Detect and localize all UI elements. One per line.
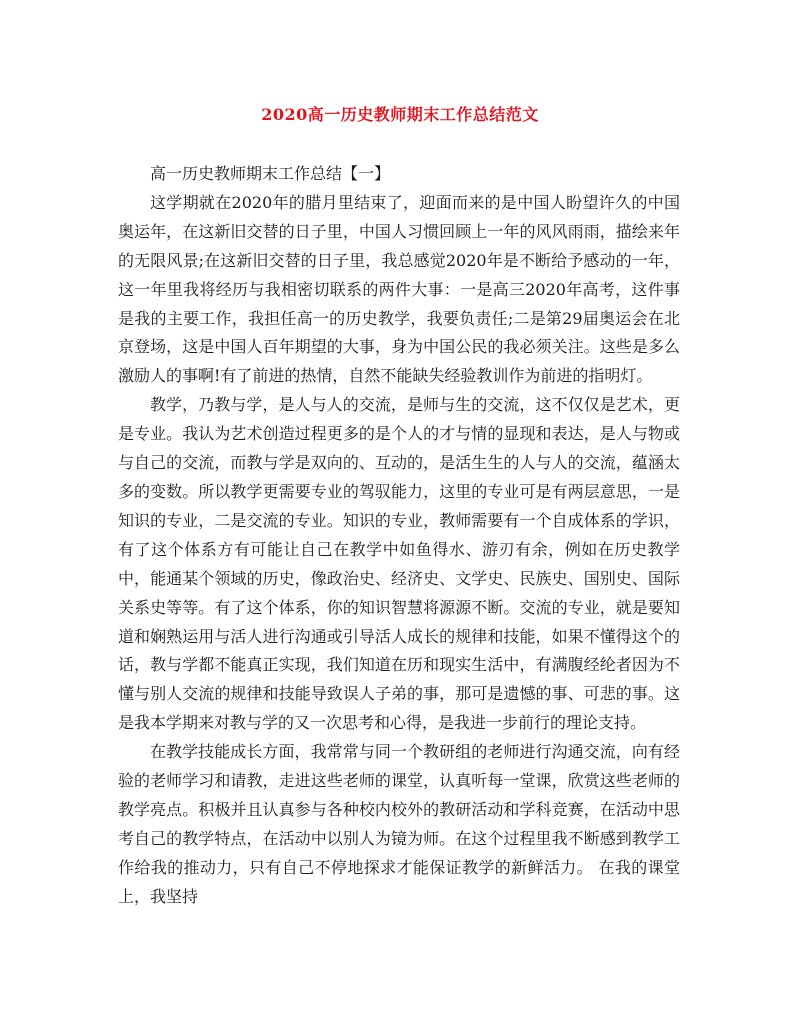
document-title: 2020高一历史教师期末工作总结范文: [261, 105, 539, 124]
paragraph-1: 这学期就在2020年的腊月里结束了，迎面而来的是中国人盼望许久的中国奥运年，在这新旧交替的日子里，中国人习惯回顾上一年的风风雨雨，描绘来年的无限风景;在这新旧交替的日子里，我总感觉2020年是不断给予感动的一年，这一年里我将经历与我相密切联系的两件大事：一是高三2020年高考，这件事是我的主要工作，我担任高一的历史教学，我要负责任;二是第29届奥运会在北京登场，这是中国人百年期望的大事，身为中国公民的我必须关注。这些是多么激励人的事啊!有了前进的热情，自然不能缺失经验教训作为前进的指明灯。: [118, 192, 680, 386]
document-body: [118, 160, 680, 912]
paragraph-3: 在教学技能成长方面，我常常与同一个教研组的老师进行沟通交流，向有经验的老师学习和请教，走进这些老师的课堂，认真听每一堂课，欣赏这些老师的教学亮点。积极并且认真参与各种校内校外的教研活动和学科竞赛，在活动中思考自己的教学特点，在活动中以别人为镜为师。在这个过程里我不断感到教学工作给我的推动力，只有自己不停地探求才能保证教学的新鲜活力。 在我的课堂上，我坚持: [118, 742, 680, 906]
paragraph-2: 教学，乃教与学，是人与人的交流，是师与生的交流，这不仅仅是艺术，更是专业。我认为艺术创造过程更多的是个人的才与情的显现和表达，是人与物或与自己的交流，而教与学是双向的、互动的，是活生生的人与人的交流，蕴涵太多的变数。所以教学更需要专业的驾驭能力，这里的专业可是有两层意思，一是知识的专业，二是交流的专业。知识的专业，教师需要有一个自成体系的学识，有了这个体系方有可能让自己在教学中如鱼得水、游刃有余，例如在历史教学中，能通某个领域的历史，像政治史、经济史、文学史、民族史、国别史、国际关系史等等。有了这个体系，你的知识智慧将源源不断。交流的专业，就是要知道和娴熟运用与活人进行沟通或引导活人成长的规律和技能，如果不懂得这个的话，教与学都不能真正实现，我们知道在历和现实生活中，有满腹经纶者因为不懂与别人交流的规律和技能导致误人子弟的事，那可是遗憾的事、可悲的事。这是我本学期来对教与学的又一次思考和心得，是我进一步前行的理论支持。: [118, 395, 680, 733]
section-heading: 高一历史教师期末工作总结【一】: [150, 164, 391, 183]
